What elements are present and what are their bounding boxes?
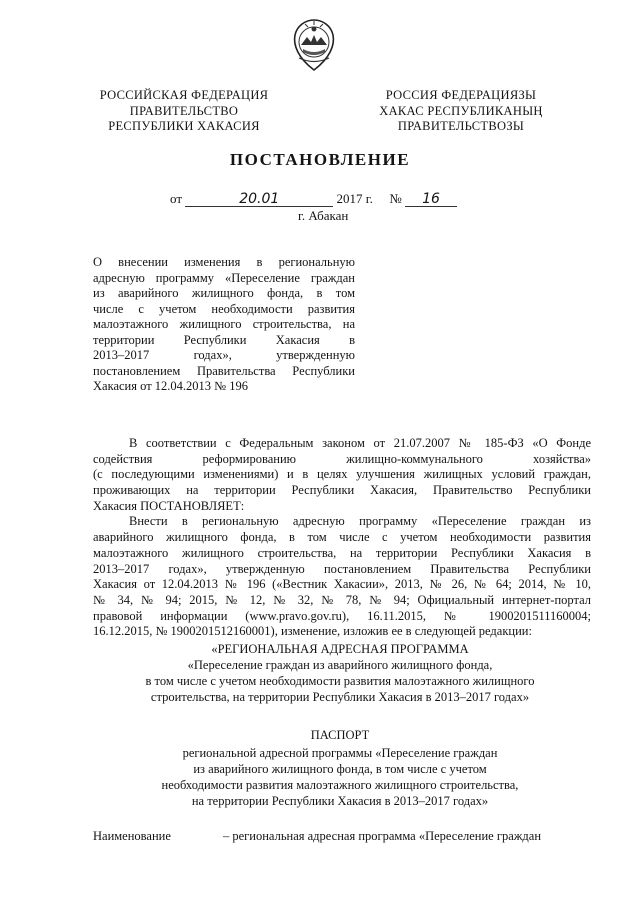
date-field: 20.01 [185,192,333,207]
passport-block [70,727,610,809]
document-title: ПОСТАНОВЛЕНИЕ [229,150,411,169]
subject-line: числе с учетом необходимости развития [93,301,355,316]
header-right-block [356,88,566,135]
program-line: «Переселение граждан из аварийного жилищного фонда, [187,658,493,672]
subject-line: малоэтажного жилищного строительства, на [93,317,355,331]
subject-line: 2013–2017 годах», утвержденную [93,348,355,362]
body-line: проживающих на территории Республики Хакасия, Правительство Республики [93,483,591,498]
program-line: строительства, на территории Республики Хакасия в 2013–2017 годах» [150,690,530,704]
body-line: аварийного жилищного фонда, в том числе с учетом необходимости развития [93,530,591,545]
subject-line: территории Республики Хакасия в [93,332,355,347]
passport-line: региональной адресной программы «Переселение граждан [182,746,498,760]
program-heading: «РЕГИОНАЛЬНАЯ АДРЕСНАЯ ПРОГРАММА [211,642,469,656]
subject-line: Хакасия от 12.04.2013 № 196 [93,379,248,393]
year-text: 2017 г. [336,191,373,206]
body-line: Хакасия ПОСТАНОВЛЯЕТ: [93,498,245,513]
body-line: 16.12.2015, № 1900201512160001), изменение, изложив ее в следующей редакции: [93,624,532,639]
body-line: 2013–2017 годах», утвержденную постановлением Правительства Республики [93,561,591,576]
header-right-line-2: ХАКАС РЕСПУБЛИКАНЫҢ [379,103,543,118]
header-right-line-3: ПРАВИТЕЛЬСТВОЗЫ [397,119,525,133]
body-line: содействия реформированию жилищно-коммунального хозяйства» [93,451,591,466]
body-line: Хакасия от 12.04.2013 № 196 («Вестник Хакасии», 2013, № 26, № 64; 2014, № 10, [93,577,591,592]
body-line: № 34, № 94; 2015, № 12, № 32, № 78, № 94; Официальный интернет-портал [93,592,591,607]
city-name: г. Абакан [298,208,349,223]
date-prefix: от [170,191,183,206]
header-right-line-1: РОССИЯ ФЕДЕРАЦИЯЗЫ [385,88,537,102]
passport-line: из аварийного жилищного фонда, в том числе с учетом [193,762,487,776]
subject-line: постановлением Правительства Республики [93,363,355,378]
header-left-line-2: ПРАВИТЕЛЬСТВО [129,103,239,118]
program-line: в том числе с учетом необходимости развития малоэтажного жилищного [145,674,535,688]
passport-line: необходимости развития малоэтажного жилищного строительства, [161,778,519,792]
table-row-label: Наименование [93,829,171,843]
subject-block [93,255,355,395]
subject-line: из аварийного жилищного фонда, в том [93,286,355,300]
body-line: (с последующими изменениями) и в целях улучшения жилищных условий граждан, [93,467,591,482]
date-number-line [170,191,457,207]
body-line: правовой информации (www.pravo.gov.ru), 16.11.2015, № 1900201511160004; [93,608,591,623]
header-left-block [84,88,284,135]
passport-heading: ПАСПОРТ [310,728,370,742]
body-line: малоэтажного жилищного строительства, на территории Республики Хакасия в [93,545,591,560]
number-field: 16 [405,192,457,207]
header-left-line-3: РЕСПУБЛИКИ ХАКАСИЯ [108,119,260,133]
program-title-block [70,641,610,705]
body-text [93,436,591,640]
table-row-value: – региональная адресная программа «Переселение граждан [223,829,542,843]
passport-table-row [93,829,593,844]
body-line: Внести в региональную адресную программу «Переселение граждан из [129,514,591,529]
subject-line: О внесении изменения в региональную [93,255,355,269]
body-line: В соответствии с Федеральным законом от 21.07.2007 № 185-ФЗ «О Фонде [129,436,591,450]
coat-of-arms-emblem-icon [289,18,339,72]
passport-line: на территории Республики Хакасия в 2013–2017 годах» [191,794,489,808]
subject-line: адресную программу «Переселение граждан [93,270,355,285]
header-left-line-1: РОССИЙСКАЯ ФЕДЕРАЦИЯ [99,88,269,102]
number-sign: № [389,191,402,206]
